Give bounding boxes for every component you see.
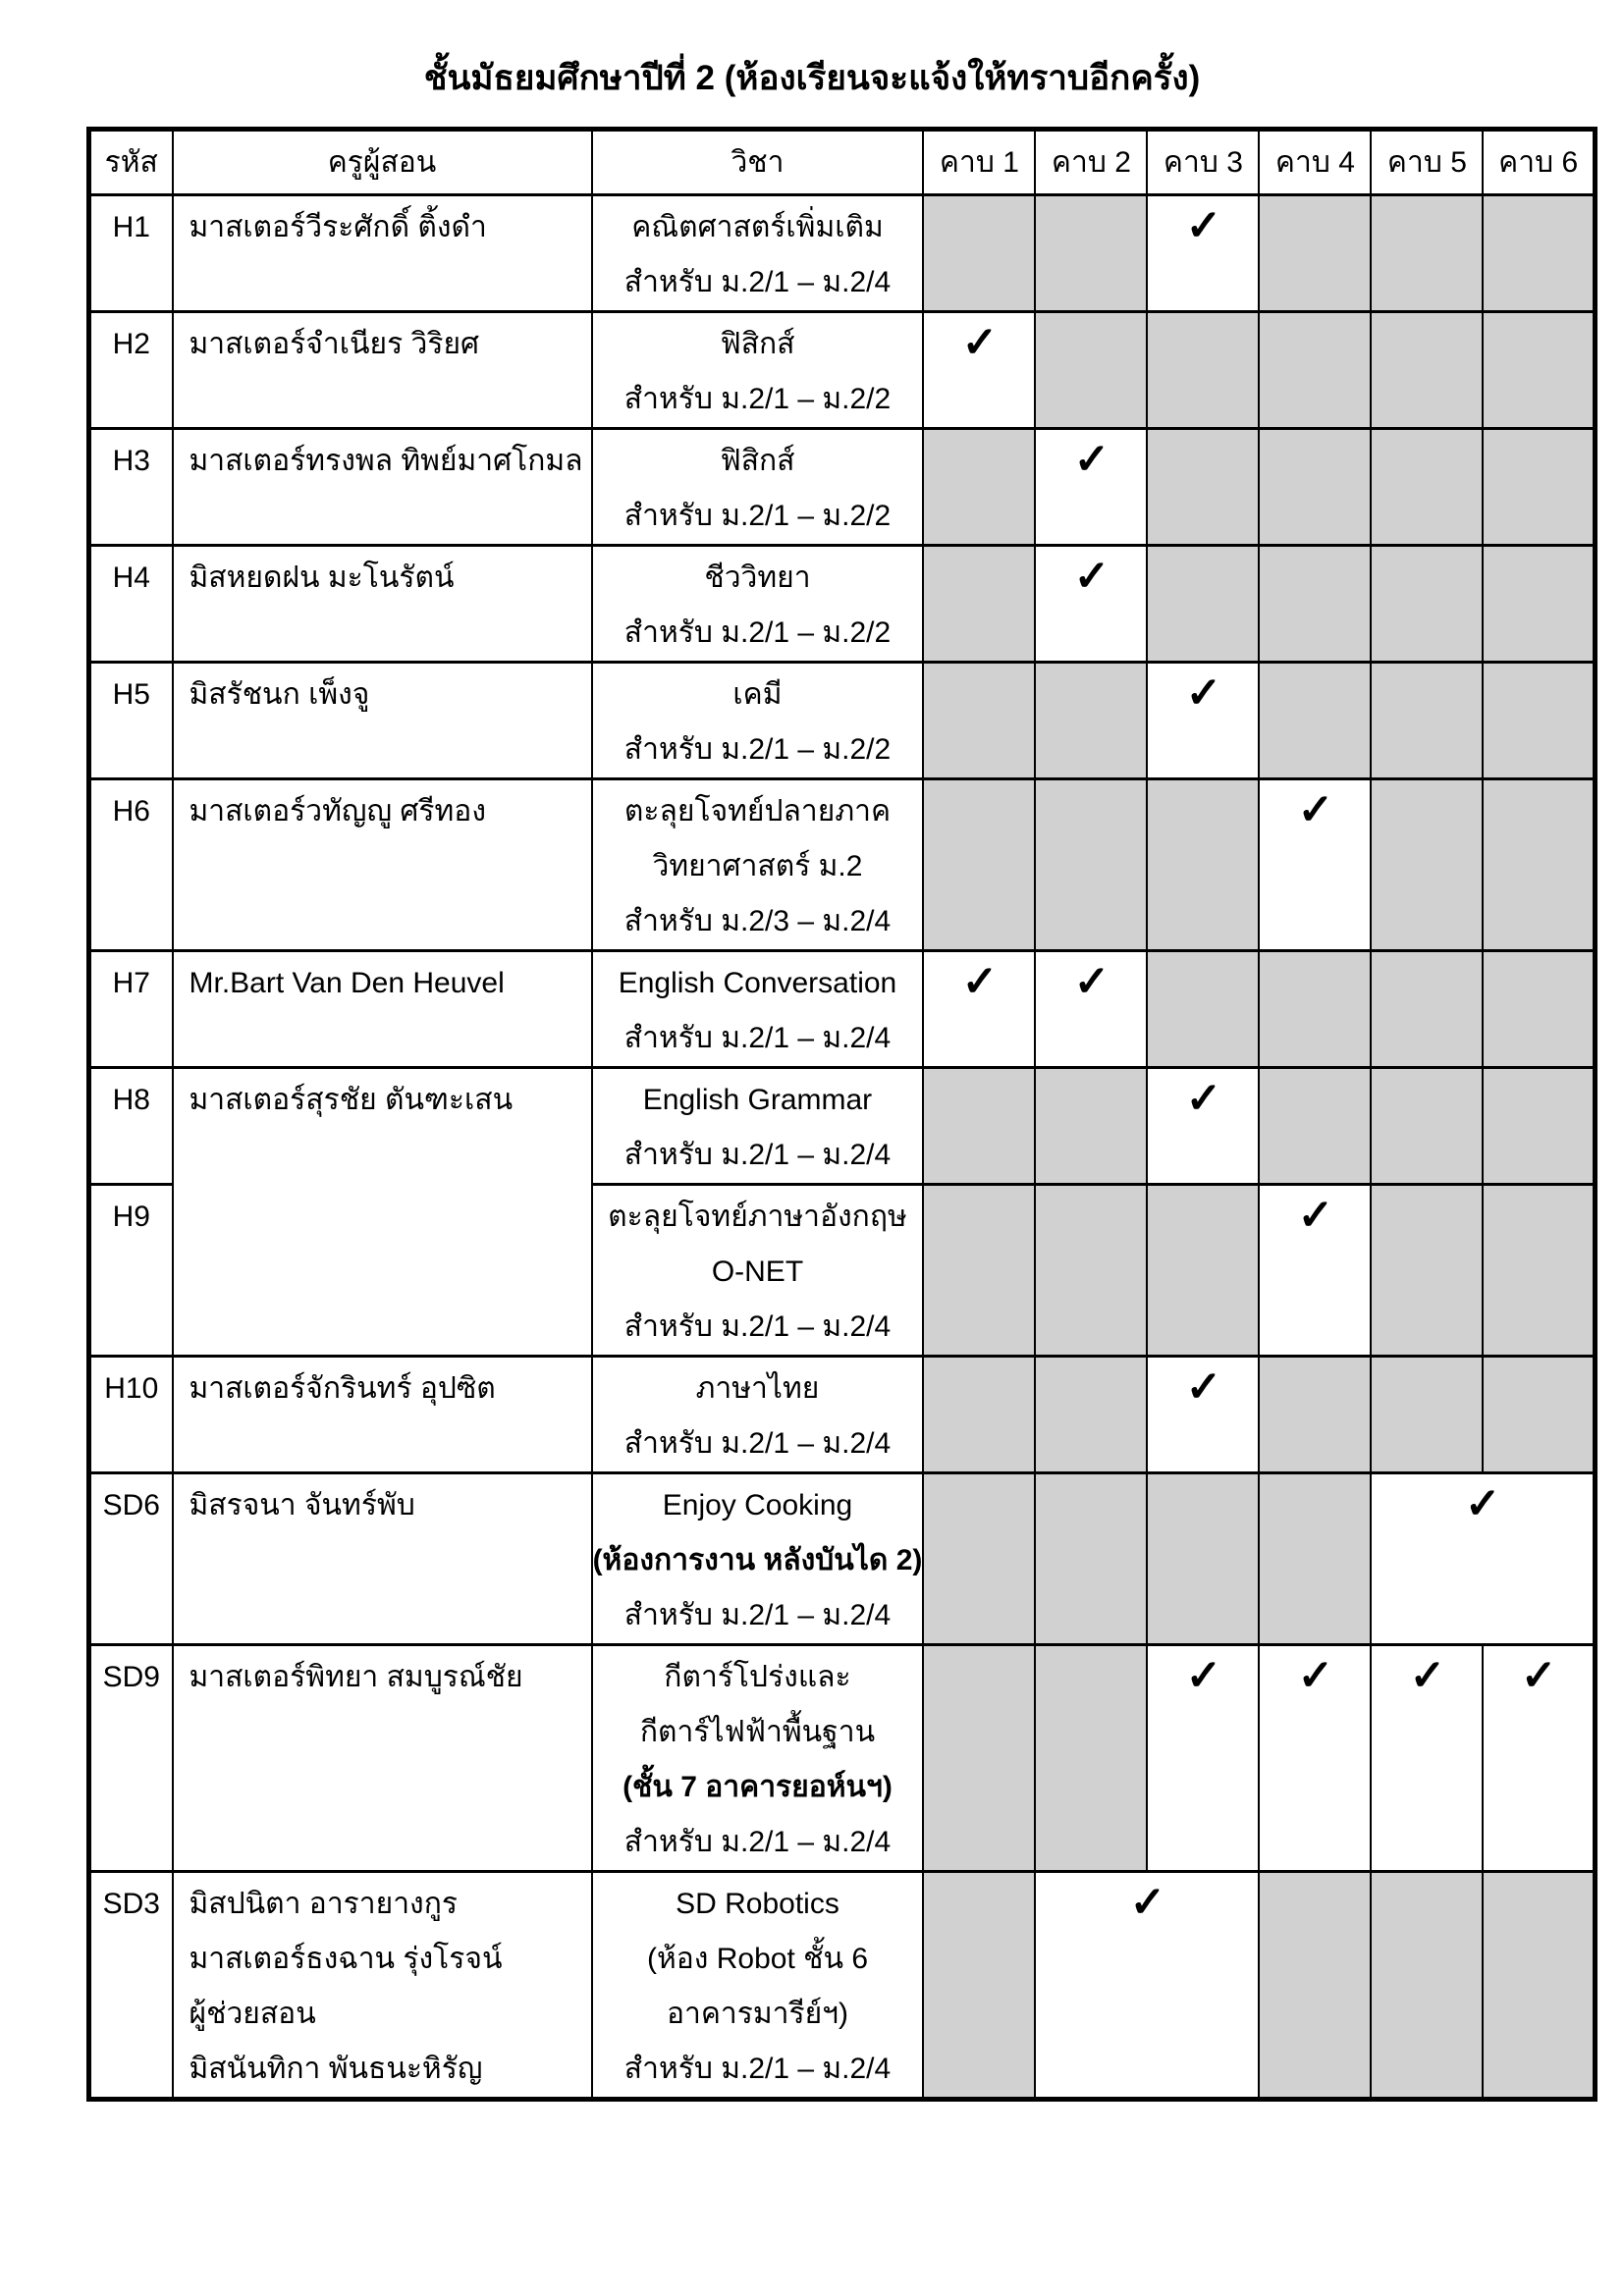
period-cell <box>1035 779 1147 951</box>
column-header-period-6: คาบ 6 <box>1483 130 1595 195</box>
code-cell: SD6 <box>89 1473 173 1645</box>
teacher-name-line: มาสเตอร์พิทยา สมบูรณ์ชัย <box>189 1661 523 1693</box>
column-header-period-1: คาบ 1 <box>923 130 1035 195</box>
schedule-table <box>86 127 1597 2102</box>
period-cell <box>1035 1473 1147 1645</box>
period-cell <box>1035 1645 1147 1872</box>
period-cell <box>1371 429 1483 546</box>
subject-line: ชีววิทยา <box>704 561 811 594</box>
period-cell-checked <box>1483 1645 1595 1872</box>
period-cell <box>1259 195 1371 312</box>
period-cell <box>1035 312 1147 429</box>
period-cell-checked <box>1035 951 1147 1068</box>
period-cell <box>1371 951 1483 1068</box>
checkmark-icon: ✓ <box>1184 1362 1221 1411</box>
table-row <box>89 1068 1596 1185</box>
subject-cell <box>592 779 924 951</box>
subject-line: สำหรับ ม.2/1 – ม.2/2 <box>623 616 892 649</box>
checkmark-icon: ✓ <box>1184 668 1221 717</box>
subject-line: กีตาร์โปร่งและ <box>664 1661 851 1693</box>
checkmark-icon: ✓ <box>1184 1074 1221 1122</box>
subject-line: (ห้องการงาน หลังบันได 2) <box>592 1544 923 1576</box>
teacher-cell <box>173 195 592 312</box>
period-cell <box>1483 951 1595 1068</box>
period-cell <box>1147 312 1259 429</box>
code-cell: H9 <box>89 1185 173 1357</box>
period-cell <box>1035 663 1147 779</box>
subject-line: อาคารมารีย์ฯ) <box>666 1998 848 2030</box>
table-row <box>89 663 1596 779</box>
checkmark-icon: ✓ <box>1464 1479 1501 1527</box>
teacher-cell <box>173 1872 592 2100</box>
period-cell <box>923 663 1035 779</box>
teacher-name-line: มิสรัชนก เพ็งจู <box>189 678 370 711</box>
period-cell-checked <box>1147 1357 1259 1473</box>
period-cell <box>1259 1357 1371 1473</box>
teacher-name-line: มาสเตอร์วีระศักดิ์ ติ้งดำ <box>189 211 487 243</box>
table-row <box>89 429 1596 546</box>
subject-line: สำหรับ ม.2/1 – ม.2/4 <box>623 1310 892 1343</box>
code-cell: SD9 <box>89 1645 173 1872</box>
teacher-name-line: Mr.Bart Van Den Heuvel <box>189 967 505 999</box>
code-cell: H6 <box>89 779 173 951</box>
subject-line: ฟิสิกส์ <box>720 328 795 360</box>
period-cell <box>1147 1185 1259 1357</box>
checkmark-icon: ✓ <box>1128 1878 1165 1926</box>
code-cell: H4 <box>89 546 173 663</box>
period-cell <box>1483 312 1595 429</box>
column-header-period-3: คาบ 3 <box>1147 130 1259 195</box>
period-cell <box>1035 1357 1147 1473</box>
period-cell <box>1147 779 1259 951</box>
subject-line: ตะลุยโจทย์ปลายภาค <box>623 795 892 828</box>
period-cell-checked <box>1259 1185 1371 1357</box>
subject-line: English Grammar <box>642 1084 873 1116</box>
period-cell <box>923 779 1035 951</box>
table-row <box>89 195 1596 312</box>
code-cell: H3 <box>89 429 173 546</box>
subject-cell <box>592 1357 924 1473</box>
code-cell: H1 <box>89 195 173 312</box>
period-cell <box>923 1068 1035 1185</box>
period-cell <box>1483 429 1595 546</box>
checkmark-icon: ✓ <box>960 957 998 1005</box>
subject-line: SD Robotics <box>676 1888 839 1920</box>
period-cell <box>923 1473 1035 1645</box>
subject-line: O-NET <box>711 1255 804 1288</box>
teacher-cell <box>173 779 592 951</box>
period-cell-checked <box>1259 1645 1371 1872</box>
period-cell <box>1147 429 1259 546</box>
teacher-name-line: มาสเตอร์สุรชัย ตันฑะเสน <box>189 1084 514 1116</box>
subject-cell <box>592 546 924 663</box>
period-cell <box>1259 1068 1371 1185</box>
period-cell <box>1371 312 1483 429</box>
period-cell <box>923 546 1035 663</box>
period-cell <box>1371 663 1483 779</box>
code-cell: H10 <box>89 1357 173 1473</box>
teacher-cell <box>173 312 592 429</box>
subject-line: สำหรับ ม.2/1 – ม.2/4 <box>623 1022 892 1054</box>
subject-cell <box>592 1185 924 1357</box>
teacher-cell <box>173 546 592 663</box>
period-cell <box>1483 195 1595 312</box>
period-cell <box>1259 1473 1371 1645</box>
period-cell-checked <box>1147 1068 1259 1185</box>
column-header-teacher: ครูผู้สอน <box>173 130 592 195</box>
subject-cell <box>592 663 924 779</box>
period-cell <box>923 1872 1035 2100</box>
page-title: ชั้นมัธยมศึกษาปีที่ 2 (ห้องเรียนจะแจ้งให้ทราบอีกครั้ง) <box>423 59 1201 97</box>
table-row <box>89 779 1596 951</box>
subject-line: สำหรับ ม.2/1 – ม.2/2 <box>623 733 892 766</box>
period-cell <box>923 429 1035 546</box>
subject-line: ภาษาไทย <box>695 1372 820 1405</box>
table-row <box>89 312 1596 429</box>
teacher-name-line: มาสเตอร์วทัญญู ศรีทอง <box>189 795 486 828</box>
code-cell: H7 <box>89 951 173 1068</box>
subject-line: สำหรับ ม.2/1 – ม.2/4 <box>623 1826 892 1858</box>
subject-line: สำหรับ ม.2/1 – ม.2/2 <box>623 500 892 532</box>
checkmark-icon: ✓ <box>1296 1651 1333 1699</box>
period-cell <box>1259 429 1371 546</box>
period-cell-checked <box>1371 1645 1483 1872</box>
period-cell <box>1483 779 1595 951</box>
period-cell-checked <box>923 951 1035 1068</box>
period-cell <box>1259 546 1371 663</box>
subject-line: English Conversation <box>618 967 897 999</box>
teacher-name-line: มิสหยดฝน มะโนรัตน์ <box>189 561 455 594</box>
subject-line: สำหรับ ม.2/1 – ม.2/4 <box>623 1139 892 1171</box>
subject-line: ฟิสิกส์ <box>720 445 795 477</box>
period-cell <box>1147 951 1259 1068</box>
subject-line: วิทยาศาสตร์ ม.2 <box>652 850 863 882</box>
teacher-name-line: มิสนันทิกา พันธนะหิรัญ <box>189 2053 483 2085</box>
period-cell <box>923 1185 1035 1357</box>
subject-line: สำหรับ ม.2/1 – ม.2/4 <box>623 2053 892 2085</box>
column-header-code: รหัส <box>89 130 173 195</box>
checkmark-icon: ✓ <box>1072 957 1110 1005</box>
period-cell <box>1371 1185 1483 1357</box>
teacher-cell <box>173 1068 592 1357</box>
period-cell <box>1371 779 1483 951</box>
period-cell <box>1483 1872 1595 2100</box>
code-cell: SD3 <box>89 1872 173 2100</box>
checkmark-icon: ✓ <box>1520 1651 1557 1699</box>
period-cell <box>1371 1872 1483 2100</box>
period-cell-checked <box>1259 779 1371 951</box>
teacher-name-line: มิสรจนา จันทร์พับ <box>189 1489 415 1522</box>
period-cell-checked <box>1035 1872 1259 2100</box>
teacher-cell <box>173 1473 592 1645</box>
checkmark-icon: ✓ <box>1408 1651 1445 1699</box>
column-header-subject: วิชา <box>592 130 924 195</box>
code-cell: H8 <box>89 1068 173 1185</box>
period-cell <box>1371 1357 1483 1473</box>
subject-line: สำหรับ ม.2/1 – ม.2/4 <box>623 1427 892 1460</box>
period-cell <box>923 1357 1035 1473</box>
period-cell-checked <box>923 312 1035 429</box>
subject-line: สำหรับ ม.2/1 – ม.2/4 <box>623 1599 892 1631</box>
period-cell-checked <box>1147 195 1259 312</box>
teacher-name-line: มาสเตอร์จักรินทร์ อุปซิต <box>189 1372 496 1405</box>
subject-line: เคมี <box>732 678 783 711</box>
subject-line: ตะลุยโจทย์ภาษาอังกฤษ <box>608 1201 907 1233</box>
table-row <box>89 1473 1596 1645</box>
period-cell <box>923 195 1035 312</box>
period-cell <box>1259 312 1371 429</box>
subject-line: Enjoy Cooking <box>662 1489 853 1522</box>
period-cell <box>1483 1068 1595 1185</box>
teacher-name-line: ผู้ช่วยสอน <box>189 1998 316 2030</box>
subject-cell <box>592 312 924 429</box>
period-cell-checked <box>1035 546 1147 663</box>
checkmark-icon: ✓ <box>1296 1191 1333 1239</box>
checkmark-icon: ✓ <box>1296 785 1333 833</box>
table-row <box>89 1872 1596 2100</box>
subject-line: สำหรับ ม.2/3 – ม.2/4 <box>623 905 892 937</box>
subject-cell <box>592 429 924 546</box>
period-cell-checked <box>1147 663 1259 779</box>
subject-line: (ชั้น 7 อาคารยอห์นฯ) <box>623 1771 893 1803</box>
subject-cell <box>592 951 924 1068</box>
checkmark-icon: ✓ <box>960 318 998 366</box>
teacher-cell <box>173 951 592 1068</box>
subject-line: สำหรับ ม.2/1 – ม.2/4 <box>623 266 892 298</box>
period-cell <box>1035 195 1147 312</box>
subject-cell <box>592 195 924 312</box>
table-row <box>89 1357 1596 1473</box>
period-cell <box>1259 1872 1371 2100</box>
period-cell-checked <box>1147 1645 1259 1872</box>
teacher-cell <box>173 1645 592 1872</box>
teacher-cell <box>173 429 592 546</box>
subject-line: กีตาร์ไฟฟ้าพื้นฐาน <box>639 1716 876 1748</box>
period-cell <box>1259 951 1371 1068</box>
teacher-cell <box>173 663 592 779</box>
period-cell <box>1371 546 1483 663</box>
period-cell <box>1035 1185 1147 1357</box>
teacher-cell <box>173 1357 592 1473</box>
header-row <box>89 130 1596 195</box>
period-cell-checked <box>1371 1473 1595 1645</box>
period-cell-checked <box>1035 429 1147 546</box>
period-cell <box>1147 546 1259 663</box>
period-cell <box>923 1645 1035 1872</box>
table-row <box>89 1645 1596 1872</box>
period-cell <box>1371 1068 1483 1185</box>
period-cell <box>1483 1185 1595 1357</box>
column-header-period-2: คาบ 2 <box>1035 130 1147 195</box>
period-cell <box>1371 195 1483 312</box>
subject-line: คณิตศาสตร์เพิ่มเติม <box>631 211 884 243</box>
code-cell: H5 <box>89 663 173 779</box>
subject-cell <box>592 1645 924 1872</box>
teacher-name-line: มาสเตอร์ทรงพล ทิพย์มาศโกมล <box>189 445 583 477</box>
checkmark-icon: ✓ <box>1184 1651 1221 1699</box>
subject-line: (ห้อง Robot ชั้น 6 <box>646 1943 868 1975</box>
period-cell <box>1035 1068 1147 1185</box>
checkmark-icon: ✓ <box>1072 552 1110 600</box>
period-cell <box>1147 1473 1259 1645</box>
column-header-period-5: คาบ 5 <box>1371 130 1483 195</box>
teacher-name-line: มาสเตอร์จำเนียร วิริยศ <box>189 328 480 360</box>
checkmark-icon: ✓ <box>1184 201 1221 249</box>
period-cell <box>1483 1357 1595 1473</box>
column-header-period-4: คาบ 4 <box>1259 130 1371 195</box>
code-cell: H2 <box>89 312 173 429</box>
table-row <box>89 951 1596 1068</box>
teacher-name-line: มิสปนิตา อารายางกูร <box>189 1888 458 1920</box>
checkmark-icon: ✓ <box>1072 435 1110 483</box>
teacher-name-line: มาสเตอร์ธงฉาน รุ่งโรจน์ <box>189 1943 503 1975</box>
period-cell <box>1483 663 1595 779</box>
subject-cell <box>592 1473 924 1645</box>
table-row <box>89 546 1596 663</box>
subject-line: สำหรับ ม.2/1 – ม.2/2 <box>623 383 892 415</box>
period-cell <box>1259 663 1371 779</box>
subject-cell <box>592 1068 924 1185</box>
subject-cell <box>592 1872 924 2100</box>
period-cell <box>1483 546 1595 663</box>
